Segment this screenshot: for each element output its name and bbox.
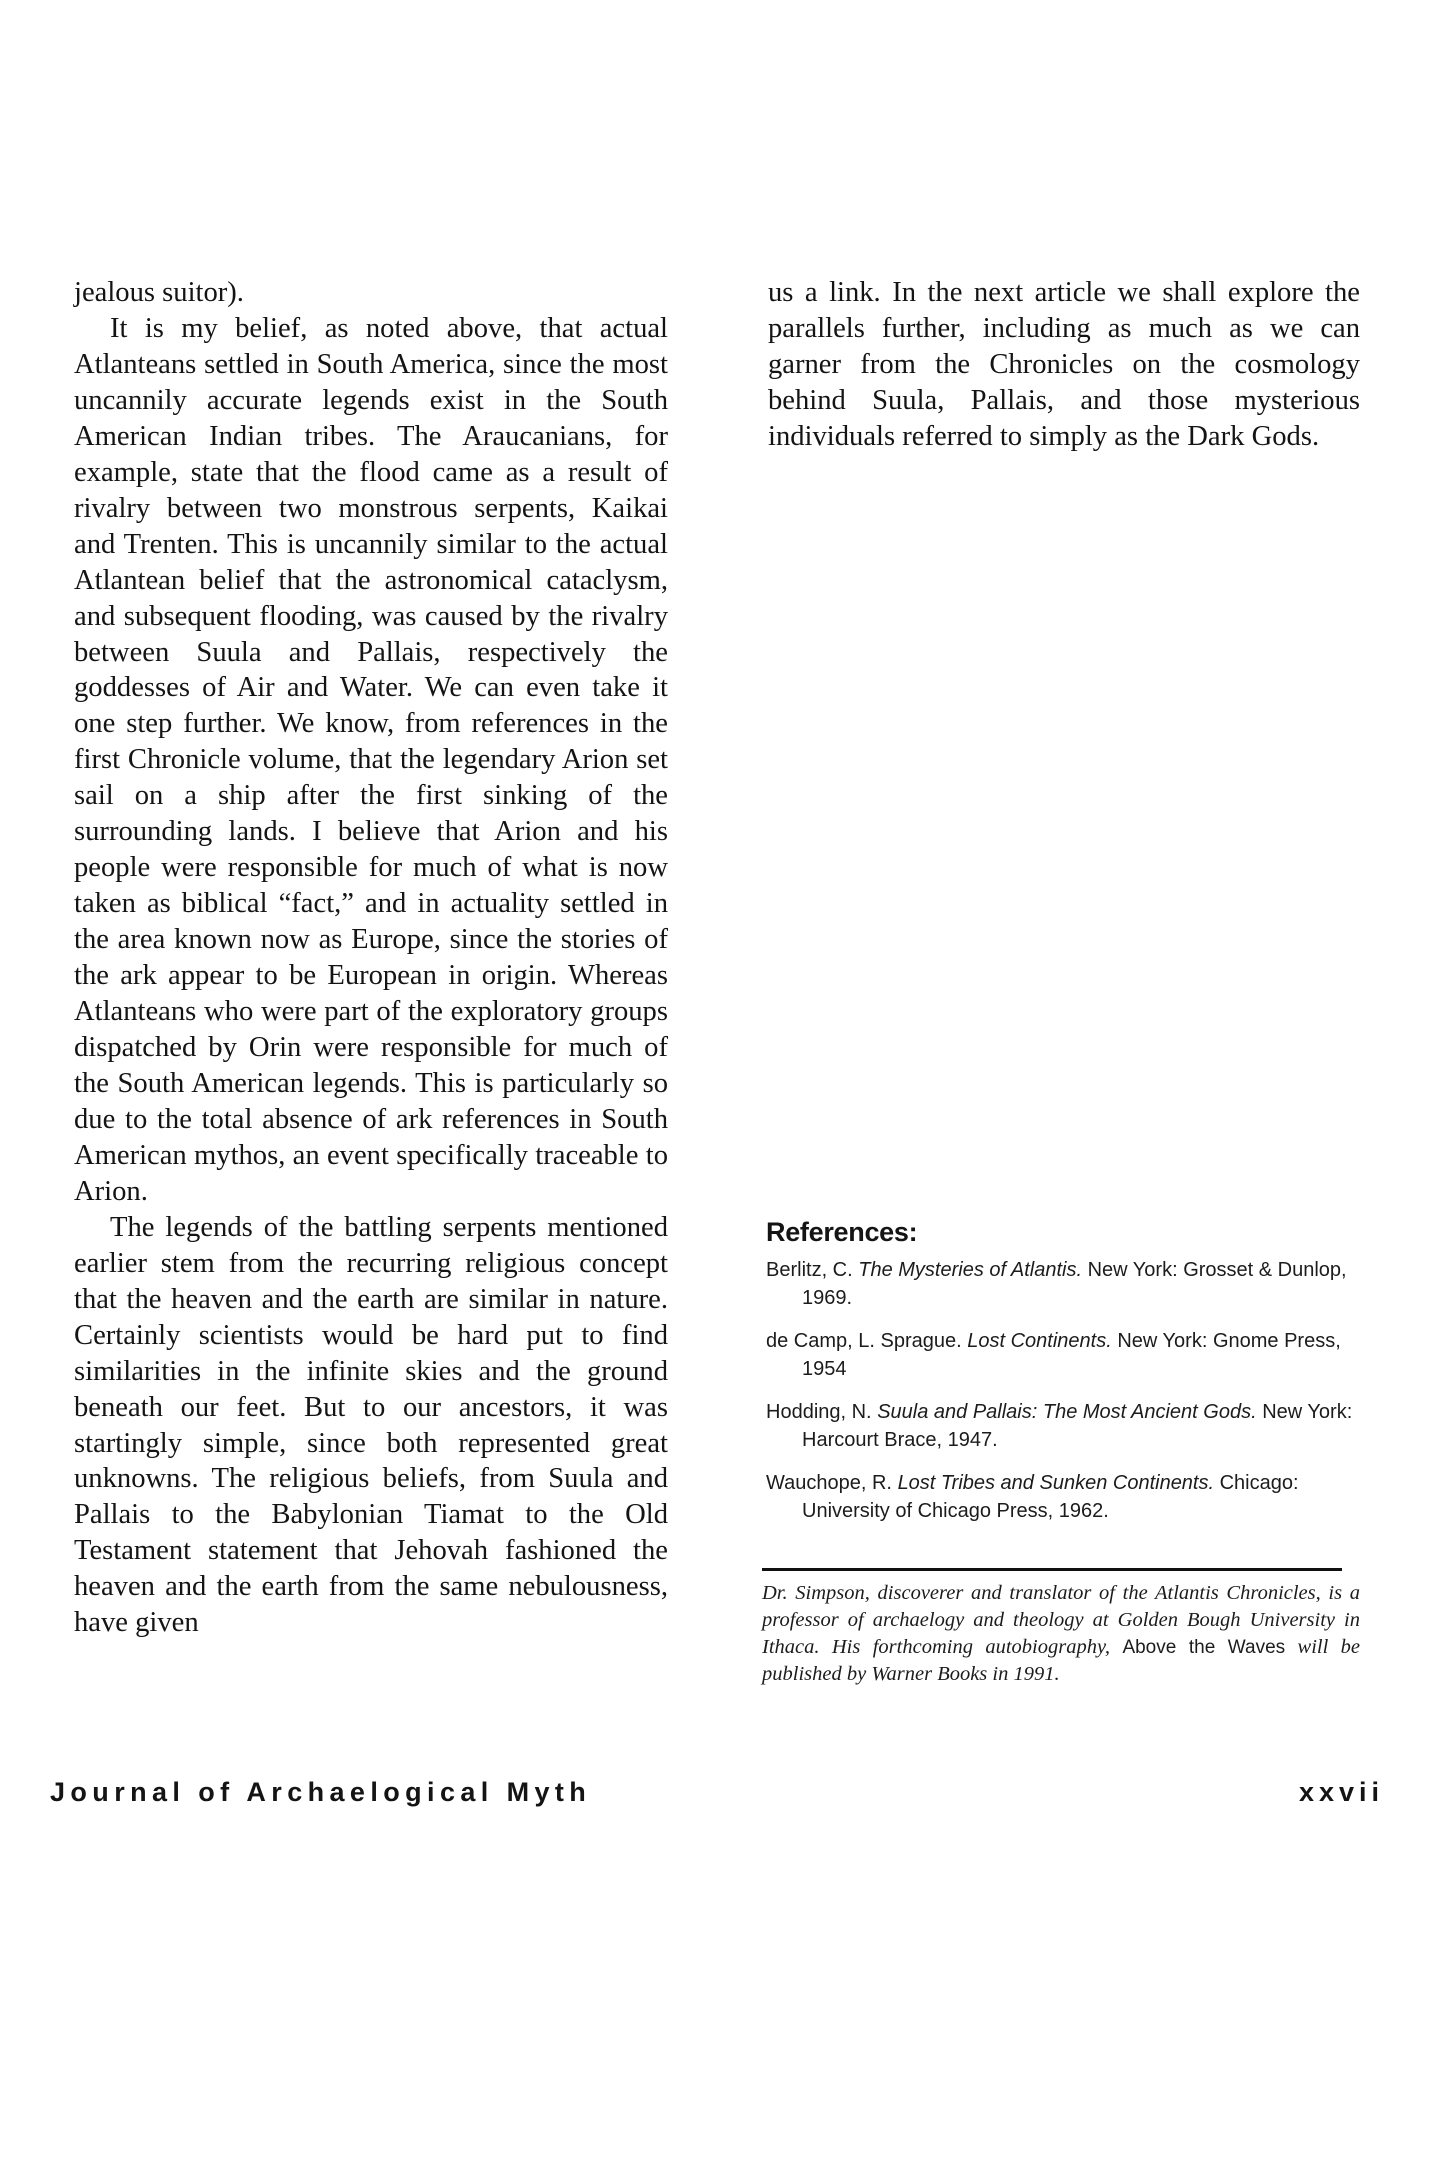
reference-title: Lost Tribes and Sunken Continents. — [897, 1472, 1215, 1494]
right-column — [768, 275, 1360, 455]
reference-item — [766, 1469, 1362, 1525]
bio-text: Dr. Simpson, discoverer and translator of the Atlantis Chronicles, is a professor of archaelogy and theology at Golden Bough University in Ithaca. His forthcoming autobiography, — [762, 1582, 1360, 1658]
references-section — [766, 1217, 1362, 1540]
author-bio — [762, 1580, 1360, 1688]
reference-title: The Mysteries of Atlantis. — [858, 1259, 1083, 1281]
references-heading: References: — [766, 1217, 918, 1247]
page-number: xxvii — [1298, 1777, 1384, 1807]
bio-text: will be published by Warner Books in 1991. — [762, 1636, 1361, 1685]
paragraph: jealous suitor). — [74, 277, 244, 308]
paragraph: It is my belief, as noted above, that actual Atlanteans settled in South America, since the most uncannily accurate legends exist in the South American Indian tribes. The Araucanians, for example, state that the flood came as a result of rivalry between two monstrous serpents, Kaikai and Trenten. This is uncannily similar to the actual Atlantean belief that the astronomical cataclysm, and subsequent flooding, was caused by the rivalry between Suula and Pallais, respectively the goddesses of Air and Water. We can even take it one step further. We know, from references in the first Chronicle volume, that the legendary Arion set sail on a ship after the first sinking of the surrounding lands. I believe that Arion and his people were responsible for much of what is now taken as biblical “fact,” and in actuality settled in the area known now as Europe, since the stories of the ark appear to be European in origin. Whereas Atlanteans who were part of the exploratory groups dispatched by Orin were responsible for much of the South American legends. This is particularly so due to the total absence of ark references in South American mythos, an event specifically traceable to Arion. — [74, 312, 668, 1207]
reference-details: New York: Harcourt Brace, 1947. — [802, 1401, 1353, 1451]
paragraph: The legends of the battling serpents mentioned earlier stem from the recurring religious concept that the heaven and the earth are similar in nature. Certainly scientists would be hard put to find similarities in the infinite skies and the ground beneath our feet. But to our ancestors, it was startingly simple, since both represented great unknowns. The religious beliefs, from Suula and Pallais to the Babylonian Tiamat to the Old Testament statement that Jehovah fashioned the heaven and the earth from the same nebulousness, have given — [74, 1211, 668, 1639]
reference-item — [766, 1398, 1362, 1454]
reference-author: de Camp, L. Sprague. — [766, 1330, 962, 1352]
reference-details: Chicago: University of Chicago Press, 1962. — [802, 1472, 1299, 1522]
reference-author: Berlitz, C. — [766, 1259, 853, 1281]
reference-details: New York: Gnome Press, 1954 — [802, 1330, 1341, 1380]
reference-title: Lost Continents. — [967, 1330, 1112, 1352]
reference-item — [766, 1327, 1362, 1383]
reference-author: Wauchope, R. — [766, 1472, 892, 1494]
footer-journal-title: Journal of Archaelogical Myth — [50, 1777, 592, 1807]
left-column — [74, 275, 668, 1641]
right-column-text — [768, 275, 1360, 455]
reference-details: New York: Grosset & Dunlop, 1969. — [802, 1259, 1347, 1309]
paragraph: us a link. In the next article we shall explore the parallels further, including as much as we can garner from the Chronicles on the cosmology behind Suula, Pallais, and those mysterious individuals referred to simply as the Dark Gods. — [768, 277, 1360, 452]
reference-title: Suula and Pallais: The Most Ancient Gods. — [877, 1401, 1257, 1423]
left-column-text — [74, 275, 668, 1641]
reference-item — [766, 1256, 1362, 1312]
bio-divider — [762, 1568, 1342, 1571]
bio-book-title: Above the Waves — [1122, 1637, 1286, 1658]
reference-author: Hodding, N. — [766, 1401, 872, 1423]
